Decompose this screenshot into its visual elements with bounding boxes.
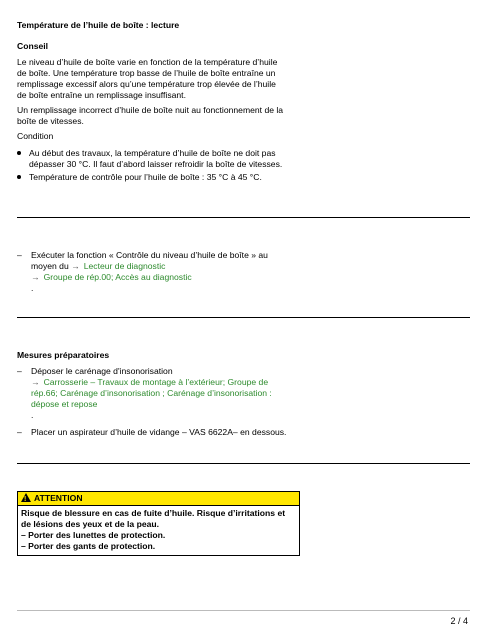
step-dash: – <box>17 427 22 437</box>
conseil-paragraph-1: Le niveau d’huile de boîte varie en fonction de la température d’huile de boîte. Une température trop basse de l’huile de boîte entraîne un remplissage excessif alors qu’une température trop élevée de l’huile de boîte entraîne un remplissage insuffisant. <box>17 57 278 100</box>
condition-item <box>17 172 297 183</box>
warning-item: – Porter des lunettes de protection. <box>21 530 166 540</box>
step-trail: . <box>31 283 34 293</box>
divider <box>17 217 470 218</box>
step-trail: . <box>31 410 34 420</box>
condition-text: Au début des travaux, la température d’huile de boîte ne doit pas dépasser 30 °C. Il faut d’abord laisser refroidir la boîte de vitesses. <box>29 148 283 169</box>
condition-label: Condition <box>17 131 54 141</box>
warning-text: Risque de blessure en cas de fuite d’huile. Risque d’irritations et de lésions des yeux et de la peau. <box>21 508 286 529</box>
warning-body <box>18 506 299 555</box>
page-number: 2 / 4 <box>450 616 468 626</box>
step-diagnostic <box>17 250 277 294</box>
warning-box <box>17 491 300 556</box>
warning-header <box>18 492 299 506</box>
link-lecteur-diagnostic[interactable]: Lecteur de diagnostic <box>83 261 166 271</box>
arrow-icon: → <box>31 377 40 387</box>
arrow-icon: → <box>31 272 40 282</box>
step-text: Exécuter la fonction « Contrôle du niveau d’huile de boîte » au moyen du <box>31 250 268 271</box>
arrow-icon: → <box>71 261 80 271</box>
footer-divider <box>17 610 470 611</box>
step-deposer-carenage <box>17 366 277 421</box>
bullet-icon <box>17 151 21 155</box>
step-dash: – <box>17 250 22 260</box>
prep-heading: Mesures préparatoires <box>17 350 110 360</box>
step-aspirateur <box>17 427 317 438</box>
divider <box>17 463 470 464</box>
warning-item: – Porter des gants de protection. <box>21 541 156 551</box>
link-carrosserie[interactable]: Carrosserie – Travaux de montage à l’extérieur; Groupe de rép.66; Carénage d’insonorisation ; Carénage d’insonorisation : dépose et repose <box>31 377 272 409</box>
bullet-icon <box>17 175 21 179</box>
warning-title: ATTENTION <box>34 493 83 503</box>
step-text: Déposer le carénage d'insonorisation <box>31 366 173 376</box>
condition-item <box>17 148 297 170</box>
step-dash: – <box>17 366 22 376</box>
page-title: Température de l’huile de boîte : lecture <box>17 20 180 30</box>
conseil-heading: Conseil <box>17 41 49 51</box>
warning-triangle-icon <box>21 493 31 502</box>
link-groupe-rep-00[interactable]: Groupe de rép.00; Accès au diagnostic <box>43 272 192 282</box>
divider <box>17 317 470 318</box>
condition-text: Température de contrôle pour l’huile de boîte : 35 °C à 45 °C. <box>29 172 262 182</box>
conseil-paragraph-2: Un remplissage incorrect d’huile de boîte nuit au fonctionnement de la boîte de vitesses. <box>17 105 284 126</box>
step-text: Placer un aspirateur d’huile de vidange – VAS 6622A– en dessous. <box>31 427 287 437</box>
